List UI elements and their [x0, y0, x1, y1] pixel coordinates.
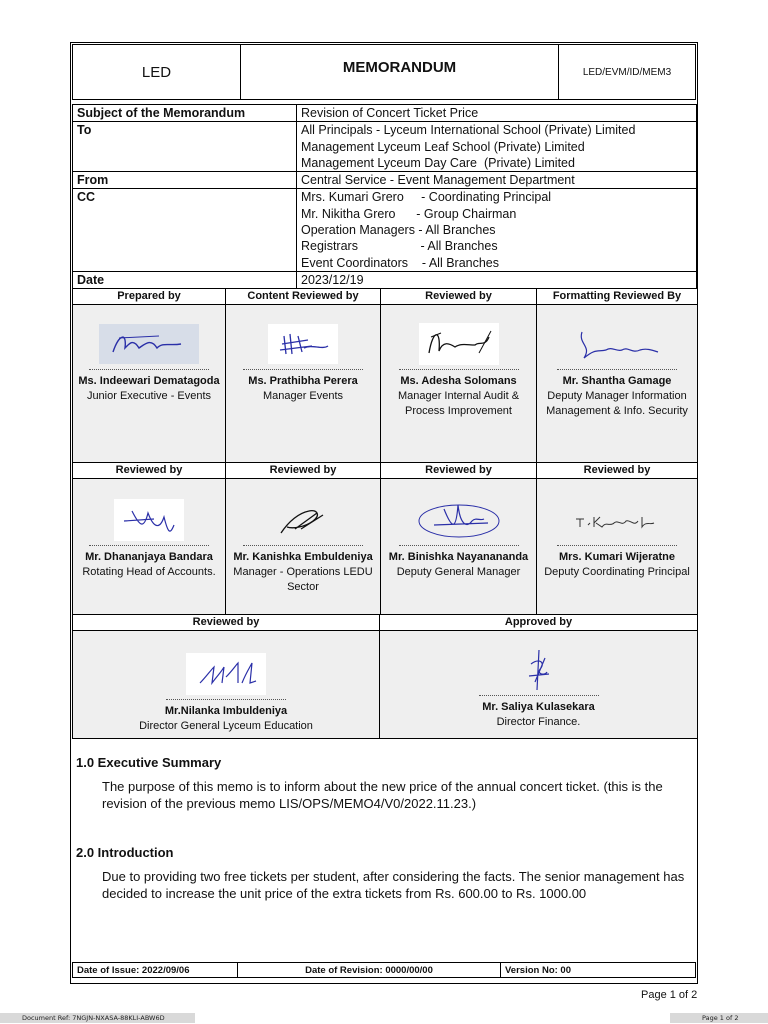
- signature-image: [73, 499, 225, 541]
- signer-role: Director Finance.: [496, 716, 581, 728]
- from-row: [73, 172, 697, 189]
- cc-line: Mr. Nikitha Grero - Group Chairman: [301, 206, 517, 221]
- cc-value: [297, 189, 697, 271]
- document-ref: Document Ref: 7NGJN-NXASA-88KLI-ABW6D: [0, 1013, 195, 1023]
- signer-name: Mr. Dhananjaya Bandara: [85, 551, 213, 563]
- department-code: LED: [72, 44, 241, 100]
- signer-name: Mr. Saliya Kulasekara: [482, 701, 595, 713]
- signer-role: Director General Lyceum Education: [139, 720, 313, 732]
- signer-name: Mr.Nilanka Imbuldeniya: [164, 705, 288, 717]
- revision-footer-table: [72, 962, 696, 978]
- memo-info-table: [72, 104, 697, 289]
- from-label: From: [73, 172, 297, 189]
- to-row: [73, 122, 697, 172]
- signature-block: [381, 305, 537, 463]
- date-of-issue: Date of Issue: 2022/09/06: [73, 963, 238, 978]
- signature-block: [73, 631, 380, 739]
- cc-line: Event Coordinators - All Branches: [301, 255, 500, 270]
- date-value: 2023/12/19: [297, 271, 697, 288]
- cc-label: CC: [73, 189, 297, 271]
- signature-block: [226, 305, 381, 463]
- signer-name: Ms. Adesha Solomans: [400, 375, 517, 387]
- section-body: [102, 779, 696, 812]
- signer-name: Mr. Binishka Nayanananda: [388, 551, 529, 563]
- signature-image: [226, 323, 380, 365]
- cc-row: [73, 189, 697, 271]
- signature-block: [380, 631, 698, 739]
- paragraph-line: revision of the previous memo LIS/OPS/MEMO4/V0/2022.11.23.): [102, 795, 477, 811]
- section-heading: 2.0 Introduction: [76, 845, 174, 860]
- signer-name: Mrs. Kumari Wijeratne: [558, 551, 676, 563]
- paragraph-line: The purpose of this memo is to inform about the new price of the annual concert ticket. (this is the: [102, 779, 663, 794]
- signatures-table-row1: [72, 288, 698, 463]
- signature-block: [226, 479, 381, 615]
- cc-line: Operation Managers - All Branches: [301, 223, 496, 238]
- from-value: Central Service - Event Management Department: [297, 172, 697, 189]
- signer-role: Manager Internal Audit & Process Improvement: [397, 390, 520, 417]
- signer-role: Rotating Head of Accounts.: [82, 566, 216, 578]
- signer-role: Deputy Manager Information Management & Info. Security: [546, 390, 688, 417]
- sig-header: Reviewed by: [73, 463, 226, 479]
- sig-header: Content Reviewed by: [226, 289, 381, 305]
- sig-header: Reviewed by: [381, 289, 537, 305]
- signer-name: Ms. Prathibha Perera: [248, 375, 358, 387]
- page-number: Page 1 of 2: [641, 989, 698, 1001]
- signatures-table-row3: [72, 614, 698, 739]
- document-ref-bar: [0, 1013, 768, 1024]
- section-heading: 1.0 Executive Summary: [76, 755, 222, 770]
- sig-header: Reviewed by: [381, 463, 537, 479]
- signer-role: Deputy General Manager: [396, 566, 521, 578]
- signature-image: [380, 649, 697, 691]
- signer-name: Mr. Shantha Gamage: [562, 375, 672, 387]
- signer-role: Manager Events: [262, 390, 344, 402]
- to-line: Management Lyceum Leaf School (Private) Limited: [301, 139, 585, 154]
- date-of-revision: Date of Revision: 0000/00/00: [238, 963, 501, 978]
- to-line: Management Lyceum Day Care (Private) Limited: [301, 155, 575, 170]
- signatures-table-row2: [72, 462, 698, 615]
- section-body: [102, 869, 696, 902]
- to-value: [297, 122, 697, 172]
- document-title: MEMORANDUM: [240, 44, 559, 100]
- signature-image: [226, 499, 380, 541]
- signer-name: Mr. Kanishka Embuldeniya: [233, 551, 373, 563]
- subject-row: [73, 105, 697, 122]
- paragraph-line: decided to increase the unit price of the extra tickets from Rs. 600.00 to Rs. 1000.00: [102, 885, 587, 901]
- to-line: All Principals - Lyceum International School (Private) Limited: [301, 123, 636, 138]
- signature-image: [537, 323, 697, 365]
- signer-role: Junior Executive - Events: [86, 390, 212, 402]
- cc-line: Registrars - All Branches: [301, 239, 498, 254]
- signature-image: [381, 499, 536, 541]
- signature-block: [73, 479, 226, 615]
- sig-header: Approved by: [380, 615, 698, 631]
- signature-image: [73, 653, 379, 695]
- sig-header: Reviewed by: [73, 615, 380, 631]
- signature-block: [537, 479, 698, 615]
- to-label: To: [73, 122, 297, 172]
- sig-header: Prepared by: [73, 289, 226, 305]
- sig-header: Reviewed by: [537, 463, 698, 479]
- signer-role: Manager - Operations LEDU Sector: [233, 566, 373, 593]
- signature-block: [73, 305, 226, 463]
- signature-image: [537, 499, 697, 541]
- signature-image: [73, 323, 225, 365]
- date-row: [73, 271, 697, 288]
- date-label: Date: [73, 271, 297, 288]
- signer-role: Deputy Coordinating Principal: [544, 566, 690, 578]
- sig-header: Reviewed by: [226, 463, 381, 479]
- subject-value: Revision of Concert Ticket Price: [297, 105, 697, 122]
- docbar-page: Page 1 of 2: [670, 1013, 768, 1023]
- memo-reference-code: LED/EVM/ID/MEM3: [558, 44, 696, 100]
- signature-block: [537, 305, 698, 463]
- cc-line: Mrs. Kumari Grero - Coordinating Principal: [301, 190, 552, 205]
- sig-header: Formatting Reviewed By: [537, 289, 698, 305]
- paragraph-line: Due to providing two free tickets per student, after considering the facts. The senior management has: [102, 869, 685, 884]
- signer-name: Ms. Indeewari Dematagoda: [78, 375, 220, 387]
- subject-label: Subject of the Memorandum: [73, 105, 297, 122]
- signature-image: [381, 323, 536, 365]
- version-number: Version No: 00: [501, 963, 696, 978]
- signature-block: [381, 479, 537, 615]
